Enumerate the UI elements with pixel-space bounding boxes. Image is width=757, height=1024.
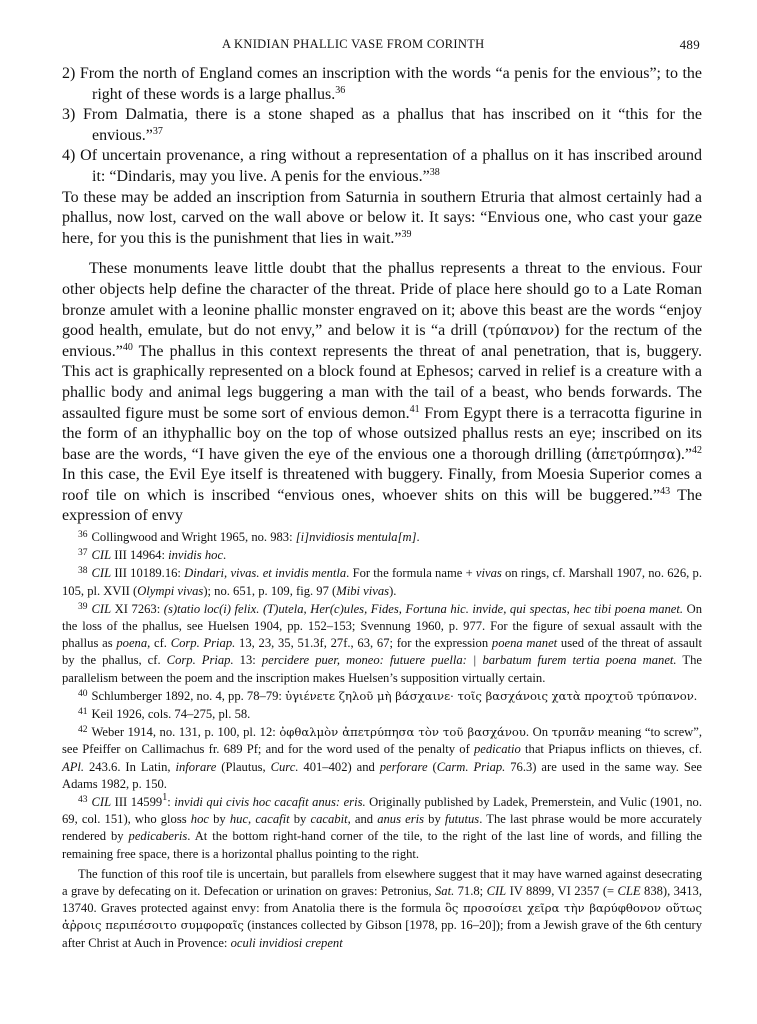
fn-italic: CLE — [617, 884, 641, 899]
fn-italic: vivas — [475, 566, 502, 581]
paragraph-saturnia — [62, 188, 702, 250]
fn-italic: Corp. Priap. — [166, 653, 234, 668]
text-span: These monuments leave little doubt that the phallus represents a threat to the envious. Four other objects help define the character of the threat. Pride of place here should go to a Late Roman bronze amulet with a leonine phallic monster engraved on it; above this beast are the words “enjoy good health, emulate, but do not envy,” and below it is “a drill ( — [62, 260, 702, 340]
paragraph-monuments — [62, 259, 702, 527]
fn-text: . The last phrase would be more accurately rendered by — [62, 812, 702, 844]
fn-text: 838), 3413, 13740. Graves protected against envy: from Anatolia there is the formula — [62, 884, 702, 916]
fn-text: 401–402) and — [298, 759, 380, 774]
footnote-43 — [62, 794, 702, 863]
fn-italic: APl. — [62, 759, 85, 774]
fn-text: 13: — [233, 653, 262, 668]
footnote-36 — [62, 529, 702, 546]
main-text — [62, 64, 702, 527]
fn-italic: invidi qui civis hoc cacafit anus: eris. — [174, 795, 366, 810]
note-ref[interactable]: 38 — [429, 166, 440, 178]
fn-text: , and — [347, 812, 378, 827]
list-item — [62, 146, 702, 187]
fn-text: . For the formula name + — [346, 566, 476, 581]
fn-text: Weber 1914, no. 131, p. 100, pl. 12: — [91, 725, 280, 740]
fn-text: used of the threat of assault by the phallus, cf. — [62, 636, 703, 668]
fn-text: by — [424, 812, 445, 827]
fn-text: ( — [427, 759, 437, 774]
fn-text: that Priapus inflicts on thieves, cf. — [520, 742, 702, 757]
fn-italic: CIL — [486, 884, 507, 899]
footnote-number: 36 — [78, 530, 88, 540]
paragraph-text: To these may be added an inscription from Saturnia in southern Etruria that almost certainly had a phallus, now lost, carved on the wall above or below it. It says: “Envious one, who cast your gaze here, for you this is the punishment that lies in wait.” — [62, 188, 702, 247]
fn-italic: anus eris — [377, 812, 425, 827]
fn-text: (instances collected by Gibson [1978, pp. 16–20]); from a Jewish grave of the 6th century after Christ at Auch in Provence: — [62, 918, 702, 950]
fn-italic: Sat. — [434, 884, 455, 899]
note-ref[interactable]: 37 — [152, 125, 163, 137]
footnote-number: 39 — [78, 601, 88, 612]
fn-text: on rings, cf. Marshall 1907, no. 626, p. 105, pl. XVII ( — [62, 566, 702, 598]
fn-text: . On — [525, 725, 552, 740]
note-ref[interactable]: 40 — [122, 341, 133, 353]
fn-italic: cacabit — [310, 812, 348, 827]
list-item-text: 3) From Dalmatia, there is a stone shaped as a phallus that has inscribed on it “this for the envious.” — [62, 106, 702, 144]
fn-text: Collingwood and Wright 1965, no. 983: — [91, 530, 296, 544]
fn-italic: CIL — [91, 566, 112, 581]
footnote-37 — [62, 547, 702, 564]
fn-superscript: 1 — [162, 792, 168, 804]
fn-italic: CIL — [91, 548, 112, 563]
fn-italic: hoc — [190, 812, 209, 827]
text-span: From Egypt there is a terracotta figurine in the form of an ithyphallic boy on the top of whose outsized phallus rests an eye; inscribed on its base are the words, “I have given the eye of the envious one a thorough drilling ( — [62, 404, 702, 463]
note-ref[interactable]: 43 — [660, 485, 671, 497]
fn-text: XI 7263: — [111, 601, 164, 616]
text-span: ) for the rectum of the envious.” — [62, 322, 703, 360]
fn-italic: invidis hoc — [168, 548, 224, 563]
footnote-39 — [62, 601, 702, 687]
fn-text: On the loss of the phallus, see Huelsen 1904, pp. 152–153; Svennung 1960, p. 977. For the figure of sexual assault with the phallus as — [62, 601, 702, 651]
fn-italic: pedicatio — [473, 742, 521, 757]
fn-text: 71.8; — [454, 884, 487, 899]
fn-greek: τρυπᾶν — [551, 725, 595, 740]
list-item-text: 4) Of uncertain provenance, a ring without a representation of a phallus on it has inscribed around it: “Dindaris, may you live. A penis for the envious.” — [62, 147, 702, 185]
fn-italic: inforare — [175, 759, 217, 774]
fn-text: . — [416, 530, 420, 544]
greek-word: ἀπετρύπησα — [591, 446, 676, 463]
fn-text: : — [167, 795, 175, 810]
running-title: A KNIDIAN PHALLIC VASE FROM CORINTH — [222, 37, 485, 51]
note-ref[interactable]: 41 — [409, 403, 420, 415]
page-number: 489 — [679, 37, 700, 52]
fn-text: . At the bottom right-hand corner of the tile, to the right of the last line of words, and filling the remaining free space, there is a horizontal phallus pointing to the right. — [62, 829, 702, 861]
footnote-continuation — [62, 866, 702, 952]
fn-text: ). — [389, 583, 397, 598]
fn-text: by — [208, 812, 230, 827]
footnote-40 — [62, 688, 702, 705]
fn-italic: poena — [116, 636, 148, 651]
fn-italic: poena manet — [491, 636, 558, 651]
greek-word: τρύπανον — [488, 323, 555, 340]
fn-italic: [i]nvidiosis mentula[m] — [295, 530, 417, 544]
fn-italic: huc — [229, 812, 249, 827]
note-ref[interactable]: 42 — [692, 444, 702, 456]
fn-text: . — [223, 548, 227, 563]
fn-italic: Carm. Priap. — [436, 759, 506, 774]
fn-italic: Mibi vivas — [336, 583, 390, 598]
fn-italic: percidere puer, moneo: futuere puella: | barbatum furem tertia poena manet. — [261, 653, 677, 668]
fn-italic: CIL — [91, 601, 112, 616]
footnote-number: 42 — [78, 725, 88, 736]
fn-text: 13, 23, 35, 51.3f, 27f., 63, 67; for the expression — [235, 636, 492, 651]
footnote-38 — [62, 565, 702, 599]
footnote-number: 40 — [78, 688, 88, 699]
note-ref[interactable]: 39 — [401, 228, 412, 240]
text-span: In this case, the Evil Eye itself is threatened with buggery. Finally, from Moesia Superior comes a roof tile on which is inscribed “envious ones, whoever shits on this will be buggered.” — [62, 466, 702, 504]
fn-text: , — [248, 812, 256, 827]
fn-italic: Curc. — [270, 759, 299, 774]
fn-text: meaning “to screw”, see Pfeiffer on Callimachus fr. 689 Pf; and for the word used of the penalty of — [62, 725, 702, 757]
fn-italic: CIL — [91, 795, 112, 810]
footnote-41 — [62, 706, 702, 723]
list-item — [62, 105, 702, 146]
footnotes — [62, 529, 702, 953]
footnote-42 — [62, 724, 702, 793]
list-item — [62, 64, 702, 105]
fn-text: Schlumberger 1892, no. 4, pp. 78–79: — [91, 688, 286, 703]
fn-text: ); no. 651, p. 109, fig. 97 ( — [203, 583, 337, 598]
text-span: ).” — [675, 445, 692, 463]
fn-text: III 14964: — [111, 548, 169, 563]
fn-text: The function of this roof tile is uncertain, but parallels from elsewhere suggest that it may have warned against desecrating a grave by defecating on it. Defecation or urination on graves: Petronius, — [62, 866, 702, 899]
fn-italic: Olympi vivas — [137, 583, 204, 598]
fn-text: 243.6. In Latin, — [84, 759, 176, 774]
fn-italic: cacafit — [255, 812, 290, 827]
fn-text: by — [289, 812, 311, 827]
text-span: The expression of envy — [62, 486, 702, 525]
fn-italic: Dindari, vivas. et invidis mentla — [184, 566, 347, 581]
fn-text: (Plautus, — [216, 759, 271, 774]
fn-italic: Corp. Priap. — [170, 636, 236, 651]
fn-greek: ὀφθαλμὸν ἀπετρύπησα τὸν τοῦ βασχάνου — [279, 725, 526, 740]
fn-text: III 10189.16: — [111, 566, 185, 581]
fn-text: III 14599 — [111, 795, 163, 810]
fn-italic: perforare — [379, 759, 428, 774]
fn-text: . — [693, 688, 697, 703]
fn-text: Keil 1926, cols. 74–275, pl. 58. — [91, 707, 251, 722]
fn-text: Originally published by Ladek, Premerstein, and Vulic (1901, no. 69, col. 151), who gloss — [62, 795, 702, 827]
fn-greek: ὑγιένετε ζηλοῦ μὴ βάσχαινε· τοῖς βασχάνοις χατὰ προχτοῦ τρύπανον — [285, 688, 694, 703]
fn-greek: ὃς προσοίσει χεῖρα τὴν βαρύφθονον οὕτως ἀῤροις περιπέσοιτο συμφοραῖς — [62, 901, 702, 933]
note-ref[interactable]: 36 — [335, 84, 346, 96]
footnote-number: 38 — [78, 566, 88, 577]
fn-text: , cf. — [147, 636, 171, 651]
footnote-number: 37 — [78, 548, 88, 559]
fn-italic: (s)tatio loc(i) felix. (T)utela, Her(c)ules, Fides, Fortuna hic. invide, qui spectas, hec tibi poena manet. — [163, 601, 684, 616]
fn-text: The parallelism between the poem and the inscription makes Huelsen’s supposition virtually certain. — [62, 653, 702, 685]
running-header — [62, 37, 702, 53]
fn-text: 76.3) are used in the same way. See Adams 1982, p. 150. — [62, 759, 703, 791]
fn-italic: fututus — [444, 812, 480, 827]
footnote-number: 43 — [78, 795, 88, 806]
text-span: The phallus in this context represents the threat of anal penetration, that is, buggery. This act is graphically represented on a block found at Ephesos; carved in relief is a creature with a phallic body and animal legs buggering a man with the tail of a beast, who bends forwards. The assaulted figure must be some sort of envious demon. — [62, 342, 702, 422]
footnote-number: 41 — [78, 707, 88, 718]
fn-italic: oculi invidiosi crepent — [230, 935, 343, 950]
fn-text: IV 8899, VI 2357 (= — [506, 884, 618, 899]
list-item-text: 2) From the north of England comes an inscription with the words “a penis for the envious”; to the right of these words is a large phallus. — [62, 65, 702, 103]
fn-italic: pedicaberis — [128, 829, 188, 844]
